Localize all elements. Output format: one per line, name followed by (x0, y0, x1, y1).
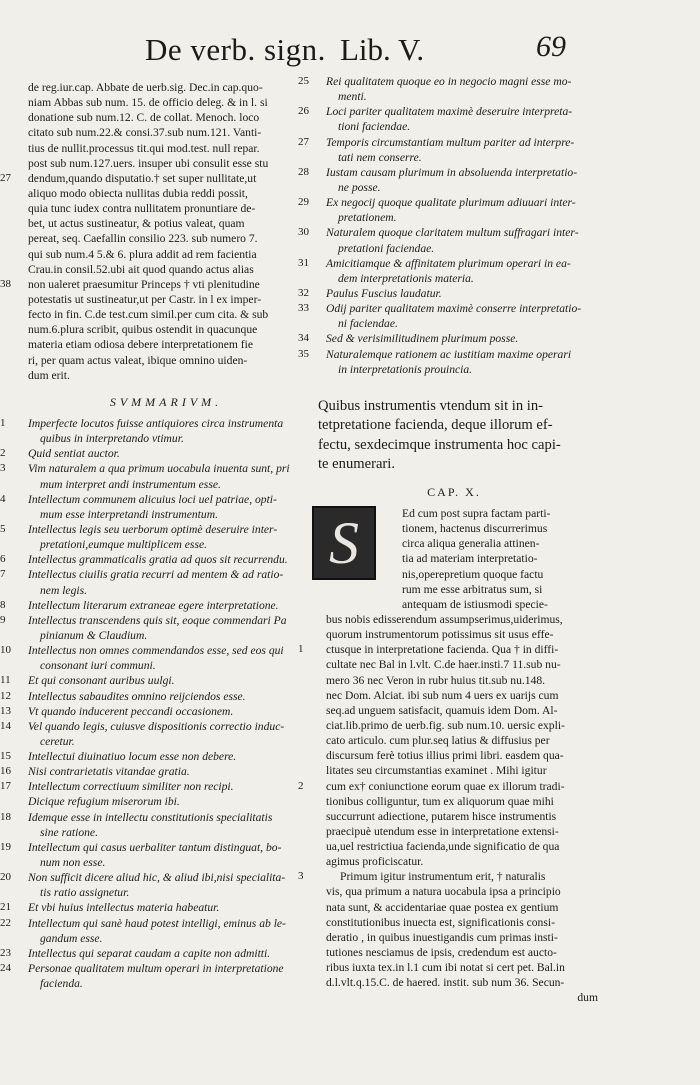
book-number: Lib. V. (340, 32, 425, 67)
line-text: Dicique refugium miserorum ibi. (28, 795, 180, 809)
marginal-number: 33 (298, 302, 309, 315)
page-number: 69 (536, 30, 566, 63)
line-text: Primum igitur instrumentum erit, † naturalis (340, 870, 546, 884)
line-text: ribus iuxta tex.in l.1 cum ibi notat si cert pet. Bal.in (326, 961, 565, 975)
marginal-number: 11 (0, 674, 11, 687)
chapter-label: CAP. X. (427, 484, 481, 499)
text-line (298, 135, 598, 150)
text-line (0, 201, 292, 216)
marginal-number: 7 (0, 568, 6, 581)
line-text: quia tunc iudex contra nullitatem pronuntiare de- (28, 202, 256, 216)
line-text: cum ex† coniunctione eorum quae ex illorum tradi- (326, 779, 565, 793)
line-text: deratio , in quibus inuestigandis cum primas insti- (326, 930, 558, 944)
line-text: Iustam causam plurimum in absoluenda interpretatio- (326, 165, 578, 179)
text-line (0, 247, 292, 262)
text-line (298, 567, 598, 582)
text-line (0, 171, 292, 186)
line-text: pinianum & Claudium. (40, 628, 148, 642)
line-text: quorum instrumentorum potissimus sit usus effe- (326, 628, 554, 642)
text-line (0, 477, 292, 492)
text-line (298, 582, 598, 597)
line-text: Odij pariter qualitatem maximè conserre interpretatio- (326, 302, 582, 316)
text-line (0, 125, 292, 140)
text-line (0, 794, 292, 809)
text-line (298, 839, 598, 854)
line-text: nem legis. (40, 583, 88, 597)
text-line (298, 703, 598, 718)
text-line (0, 307, 292, 322)
summary-list-continued (298, 74, 598, 377)
text-line (0, 931, 292, 946)
text-line (298, 884, 598, 899)
line-text: menti. (338, 90, 367, 104)
line-text: agimus proficiscatur. (326, 855, 424, 869)
text-line (298, 945, 598, 960)
text-line (298, 286, 598, 301)
text-line (0, 628, 292, 643)
line-text: Intellectum qui sanè haud potest intelligi, eminus ab le- (28, 916, 286, 930)
line-text: tia ad materiam interpretatio- (402, 552, 538, 566)
heading-line: Quibus instrumentis vtendum sit in in- (318, 397, 543, 414)
line-text: cultate nec Bal in l.vlt. C.de haer.insti.7 11.sub nu- (326, 658, 561, 672)
line-text: Intellectus ciuilis gratia recurri ad mentem & ad ratio- (28, 568, 284, 582)
line-text: non ualeret praesumitur Princeps † vti plenitudine (28, 277, 260, 291)
line-text: bet, ut actus sustineatur, & potius valeat, quam (28, 217, 245, 231)
marginal-number: 1 (298, 643, 304, 656)
text-line (0, 900, 292, 915)
marginal-number: 5 (0, 522, 6, 535)
text-line (298, 119, 598, 134)
line-text: gandum esse. (40, 931, 103, 945)
marginal-number: 31 (298, 256, 309, 269)
line-text: pretationi faciendae. (338, 241, 435, 255)
drop-text-lines (298, 506, 598, 597)
marginal-number: 30 (298, 226, 309, 239)
text-line (0, 916, 292, 931)
chapter-body (298, 506, 598, 1006)
text-line (0, 567, 292, 582)
line-text: Intellectum qui casus uerbaliter tantum distinguat, bo- (28, 840, 282, 854)
line-text: Non sufficit dicere aliud hic, & aliud ibi,nisi specialita- (28, 871, 286, 885)
marginal-number: 4 (0, 492, 6, 505)
text-line (298, 915, 598, 930)
line-text: Et qui consonant auribus uulgi. (28, 674, 175, 688)
heading-line: te enumerari. (318, 456, 395, 473)
text-line (298, 930, 598, 945)
line-text: Nisi contrarietatis vitandae gratia. (28, 765, 190, 779)
text-line (298, 180, 598, 195)
line-text: tioni faciendae. (338, 120, 411, 134)
text-line (298, 597, 598, 612)
marginal-number: 22 (0, 916, 11, 929)
text-line (298, 869, 598, 884)
line-text: pretationem. (338, 211, 397, 225)
line-text: potestatis ut sustineatur,ut per Castr. in l ex imper- (28, 292, 262, 306)
text-line (0, 141, 292, 156)
line-text: Vel quando legis, cuiusve dispositionis correctio induc- (28, 719, 285, 733)
text-line (0, 80, 292, 95)
text-line (0, 583, 292, 598)
text-line (298, 256, 598, 271)
right-column (298, 74, 598, 1006)
text-line (0, 643, 292, 658)
line-text: sine ratione. (40, 825, 98, 839)
line-text: Sed & verisimilitudinem plurimum posse. (326, 332, 519, 346)
body-text-lines (298, 597, 598, 1006)
marginal-number: 17 (0, 780, 11, 793)
text-line (298, 824, 598, 839)
line-text: facienda. (40, 977, 83, 991)
line-text: constitutionibus inuecta est, significationis consi- (326, 915, 555, 929)
text-line (0, 734, 292, 749)
marginal-number: 2 (298, 779, 304, 792)
text-line (298, 673, 598, 688)
text-line (0, 368, 292, 383)
line-text: materia etiam odiosa debere interpretationem fie (28, 338, 254, 352)
line-text: qui sub num.4 5.& 6. plura addit ad rem facientia (28, 247, 257, 261)
text-line (0, 598, 292, 613)
text-line (298, 506, 598, 521)
marginal-number: 9 (0, 613, 6, 626)
line-text: in interpretationis prouincia. (338, 362, 473, 376)
marginal-number: 20 (0, 871, 11, 884)
marginal-number: 24 (0, 962, 11, 975)
line-text: bus nobis edisserendum assumpserimus,uiderimus, (326, 612, 563, 626)
line-text: ni faciendae. (338, 317, 398, 331)
line-text: circa aliqua generalia attinen- (402, 537, 540, 551)
marginal-number: 6 (0, 553, 6, 566)
line-text: Intellectum communem alicuius loci uel patriae, opti- (28, 492, 277, 506)
line-text: Crau.in consil.52.ubi ait quod quando actus alias (28, 262, 254, 276)
line-text: de reg.iur.cap. Abbate de uerb.sig. Dec.in cap.quo- (28, 81, 263, 94)
line-text: pereat, seq. Caefallin consilio 223. sub numero 7. (28, 232, 258, 246)
line-text: Vim naturalem a qua primum uocabula inuenta sunt, pri (28, 462, 290, 476)
line-text: Intellectus non omnes commendandos esse, sed eos qui (28, 644, 284, 658)
text-line (298, 642, 598, 657)
text-line (0, 416, 292, 431)
marginal-number: 25 (298, 75, 309, 87)
text-line (0, 552, 292, 567)
marginal-number: 14 (0, 719, 11, 732)
marginal-number: 19 (0, 840, 11, 853)
text-line (0, 431, 292, 446)
text-line (0, 719, 292, 734)
text-line (298, 809, 598, 824)
line-text: Temporis circumstantiam multum pariter ad interpre- (326, 135, 575, 149)
marginal-number: 16 (0, 765, 11, 778)
heading-line: fectu, sexdecimque instrumenta hoc capi- (318, 436, 561, 453)
text-line (0, 613, 292, 628)
line-text: Loci pariter qualitatem maximè deseruire interpreta- (326, 105, 573, 119)
text-line (298, 551, 598, 566)
line-text: Intellectus transcendens quis sit, eoque commendari Pa (28, 613, 287, 627)
line-text: praecipuè utendum esse in interpretatione extensi- (326, 824, 559, 838)
line-text: Et vbi huius intellectus materia habeatur. (28, 901, 220, 915)
line-text: Personae qualitatem multum operari in interpretatione (28, 962, 284, 976)
text-line (298, 612, 598, 627)
text-line (0, 704, 292, 719)
marginal-number: 8 (0, 598, 6, 611)
text-line (0, 216, 292, 231)
text-line (298, 74, 598, 89)
marginal-number: 21 (0, 901, 11, 914)
text-line (298, 960, 598, 975)
text-line (0, 961, 292, 976)
marginal-number: 1 (0, 416, 6, 429)
heading-line: tetpretatione facienda, deque illorum ef- (318, 417, 553, 434)
line-text: Amicitiamque & affinitatem plurimum operari in ea- (326, 256, 571, 270)
line-text: ne posse. (338, 180, 381, 194)
page-header (0, 30, 700, 70)
text-line (298, 990, 598, 1005)
text-line (298, 316, 598, 331)
line-text: num.6.plura scribit, quibus ostendit in quacunque (28, 323, 258, 337)
line-text: mum esse interpretandi instrumentum. (40, 507, 218, 521)
text-line (0, 277, 292, 292)
marginal-number: 15 (0, 750, 11, 763)
line-text: post sub num.127.uers. insuper ubi consulit esse stu (28, 156, 269, 170)
text-line (298, 779, 598, 794)
text-line (0, 749, 292, 764)
line-text: ciat.lib.primo de uerb.fig. sub num.10. uersic expli- (326, 718, 565, 732)
line-text: Imperfecte locutos fuisse antiquiores circa instrumenta (28, 416, 284, 430)
marginal-number: 26 (298, 105, 309, 118)
marginal-number: 29 (298, 196, 309, 209)
line-text: d.l.vlt.q.15.C. de haered. instit. sub num 36. Secun- (326, 976, 565, 990)
line-text: Paulus Fuscius laudatur. (326, 286, 442, 300)
text-line (0, 337, 292, 352)
line-text: Quid sentiat auctor. (28, 447, 120, 461)
line-text: dum (577, 991, 598, 1005)
text-line (298, 104, 598, 119)
text-line (0, 840, 292, 855)
line-text: pretationi,eumque multiplicem esse. (40, 538, 207, 552)
text-line (298, 347, 598, 362)
text-line (298, 241, 598, 256)
text-line (298, 362, 598, 377)
text-line (0, 779, 292, 794)
line-text: Idemque esse in intellectu constitutionis specialitatis (28, 810, 273, 824)
summary-title: SVMMARIVM. (109, 394, 223, 409)
text-line (298, 718, 598, 733)
text-line (0, 810, 292, 825)
text-line (0, 186, 292, 201)
text-line (298, 150, 598, 165)
line-text: tati nem conserre. (338, 150, 422, 164)
line-text: Intellectum correctiuum similiter non recipi. (28, 780, 234, 794)
marginal-number: 3 (298, 870, 304, 883)
line-text: succurrunt adiectione, putarem hisce instrumentis (326, 809, 557, 823)
line-text: nec Dom. Alciat. ibi sub num 4 uers ex uarijs cum (326, 688, 559, 702)
text-line (0, 492, 292, 507)
text-line (0, 95, 292, 110)
line-text: tionem, hactenus discurrerimus (402, 522, 548, 536)
text-line (0, 825, 292, 840)
marginal-number: 3 (0, 462, 6, 475)
text-line (0, 156, 292, 171)
line-text: num non esse. (40, 856, 106, 870)
line-text: discursum ferè totius illius primi libri. easdem qua- (326, 749, 564, 763)
marginal-number: 2 (0, 447, 6, 460)
marginal-number: 10 (0, 644, 11, 657)
text-line (0, 658, 292, 673)
text-line (0, 110, 292, 125)
line-text: Naturalem quoque claritatem multum suffragari inter- (326, 226, 579, 240)
text-line (298, 195, 598, 210)
line-text: rum me esse arbitratus sum, si (402, 582, 543, 596)
line-text: nata sunt, & accidentariae quae postea ex gentium (326, 900, 559, 914)
line-text: consonant iuri communi. (40, 659, 156, 673)
text-line (298, 763, 598, 778)
line-text: Intellectus legis seu uerborum optimè deseruire inter- (28, 522, 278, 536)
text-line (298, 225, 598, 240)
text-line (0, 446, 292, 461)
marginal-number: 27 (298, 135, 309, 148)
line-text: ctusque in interpretatione facienda. Qua † in diffi- (326, 643, 559, 657)
line-text: fecto in fin. C.de test.cum simil.per cum cita. & sub (28, 308, 269, 322)
marginal-number: 28 (298, 165, 309, 178)
text-line (298, 521, 598, 536)
text-line (0, 946, 292, 961)
text-line (0, 673, 292, 688)
line-text: Ex negocij quoque qualitate plurimum adiuuari inter- (326, 196, 576, 210)
marginal-number: 32 (298, 286, 309, 299)
marginal-number: 23 (0, 946, 11, 959)
marginal-number: 18 (0, 810, 11, 823)
text-line (298, 536, 598, 551)
line-text: niam Abbas sub num. 15. de officio deleg. & in l. si (28, 96, 268, 110)
running-title: De verb. sign. (145, 32, 326, 67)
line-text: antequam de istiusmodi specie- (402, 597, 548, 611)
drop-letter: S (329, 509, 359, 576)
text-line (0, 292, 292, 307)
text-line (298, 854, 598, 869)
text-line (298, 688, 598, 703)
marginal-number: 34 (298, 332, 309, 345)
line-text: Vt quando inducerent peccandi occasionem. (28, 704, 234, 718)
line-text: Rei qualitatem quoque eo in negocio magni esse mo- (326, 75, 572, 88)
left-column (0, 80, 292, 991)
line-text: cato articulo. cum plur.seq latius & diffusius per (326, 734, 550, 748)
line-text: ceretur. (40, 734, 75, 748)
line-text: dem interpretationis materia. (338, 271, 474, 285)
line-text: Ed cum post supra factam parti- (402, 506, 551, 520)
text-line (298, 89, 598, 104)
line-text: quibus in interpretando vtimur. (40, 432, 184, 446)
text-line (0, 689, 292, 704)
text-line (298, 748, 598, 763)
line-text: Intellectum literarum extraneae egere interpretatione. (28, 598, 279, 612)
line-text: donatione sub num.12. C. de collat. Menoch. loco (28, 111, 260, 125)
text-line (0, 870, 292, 885)
text-line (0, 885, 292, 900)
text-line (0, 262, 292, 277)
text-line (0, 461, 292, 476)
line-text: nis,operepretium quoque factu (402, 567, 544, 581)
text-line (0, 537, 292, 552)
text-line (0, 764, 292, 779)
text-line (298, 331, 598, 346)
text-line (0, 976, 292, 991)
text-line (0, 353, 292, 368)
line-text: tutiones nesciamus de ipsis, credendum est aucto- (326, 946, 557, 960)
marginal-number: 12 (0, 689, 11, 702)
line-text: Intellectus grammaticalis gratia ad quos sit recurrendu. (28, 553, 288, 567)
text-line (0, 522, 292, 537)
marginal-number: 38 (0, 277, 11, 290)
text-line (298, 794, 598, 809)
text-line (298, 210, 598, 225)
line-text: ri, per quam actus valeat, ibique omnino uiden- (28, 353, 248, 367)
line-text: tius de nullit.processus tit.qui mod.test. null repar. (28, 141, 260, 155)
line-text: ua,uel restrictiua facienda,unde significatio de qua (326, 840, 560, 854)
line-text: litates seu circumstantias examinet . Mihi igitur (326, 764, 547, 778)
marginal-number: 35 (298, 347, 309, 360)
left-text-block (0, 80, 292, 383)
marginal-number: 13 (0, 704, 11, 717)
text-line (298, 733, 598, 748)
line-text: dendum,quando disputatio.† set super nullitate,ut (28, 171, 257, 185)
text-line (298, 301, 598, 316)
text-line (0, 507, 292, 522)
line-text: Intellectui diuinatiuo locum esse non debere. (28, 750, 237, 764)
text-line (298, 627, 598, 642)
line-text: seq.ad unguem satisfacit, quamuis idem Dom. Al- (326, 703, 558, 717)
marginal-number: 27 (0, 171, 11, 184)
text-line (298, 165, 598, 180)
text-line (0, 855, 292, 870)
summary-list (0, 416, 292, 991)
text-line (0, 231, 292, 246)
line-text: dum erit. (28, 368, 70, 382)
text-line (298, 975, 598, 990)
chapter-heading (298, 397, 598, 475)
line-text: mum interpret andi instrumentum esse. (40, 477, 221, 491)
line-text: mero 36 nec Veron in rubr huius tit.sub nu.148. (326, 673, 546, 687)
line-text: tionibus colliguntur, tum ex aliquorum quae mihi (326, 794, 554, 808)
line-text: vis, qua primum a natura uocabula ipsa a principio (326, 885, 561, 899)
text-line (298, 657, 598, 672)
text-line (298, 900, 598, 915)
line-text: aliquo modo obiecta nullitas dubia reddi possit, (28, 186, 248, 200)
line-text: Naturalemque rationem ac iustitiam maxime operari (326, 347, 572, 361)
line-text: Intellectus qui separat caudam a capite non admitti. (28, 946, 271, 960)
line-text: tis ratio assignetur. (40, 886, 130, 900)
text-line (298, 271, 598, 286)
line-text: Intellectus sabaudites omnino reijciendos esse. (28, 689, 246, 703)
text-line (0, 322, 292, 337)
line-text: citato sub num.22.& consi.37.sub num.121. Vanti- (28, 126, 262, 140)
